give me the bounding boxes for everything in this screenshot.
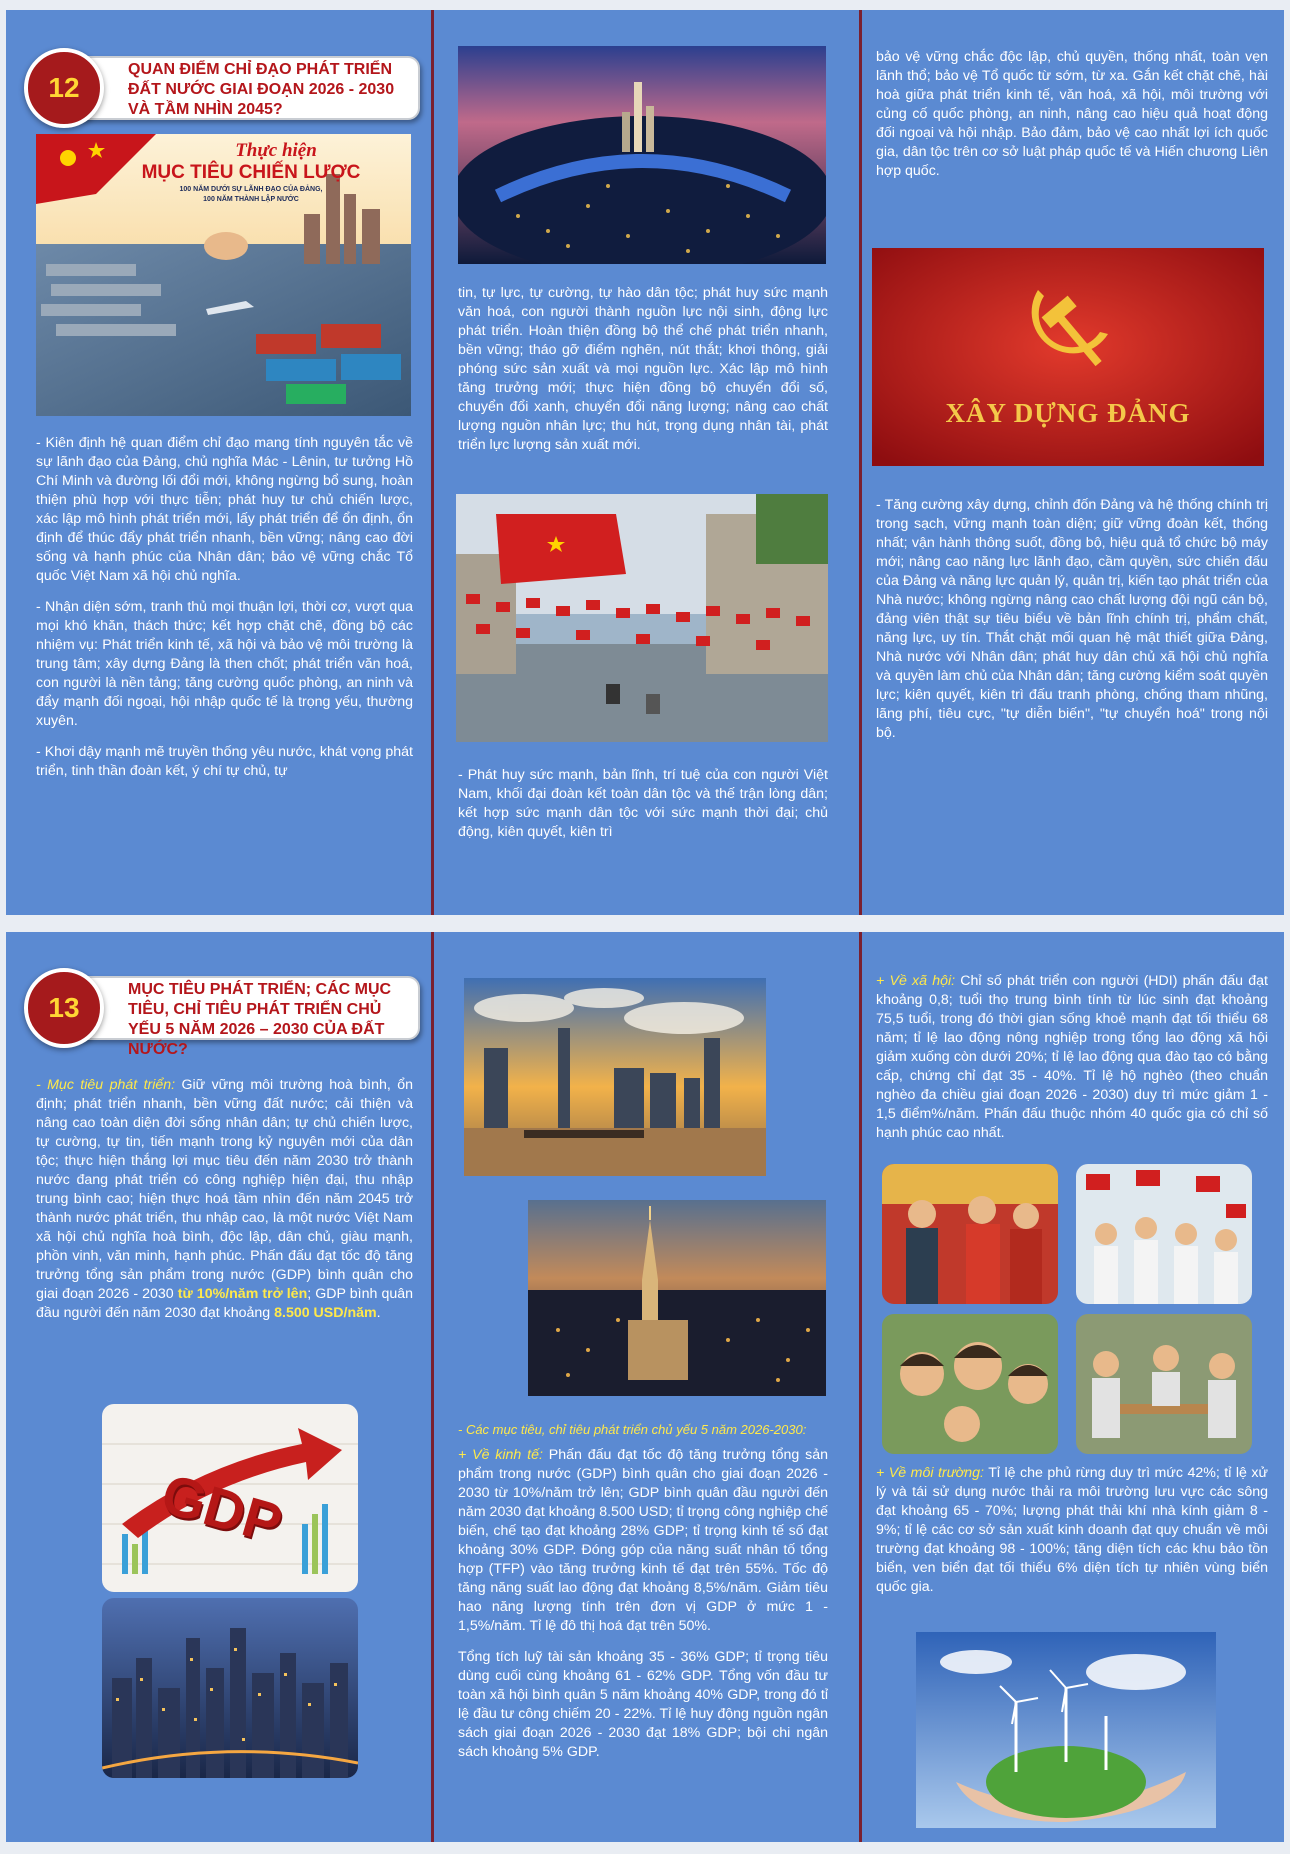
party-building-banner-image bbox=[872, 248, 1264, 466]
banner-line-4: 100 NĂM THÀNH LẬP NƯỚC bbox=[203, 196, 299, 203]
page12-col2-text-1: tin, tự lực, tự cường, tự hào dân tộc; phát huy sức mạnh văn hoá, con người thành nguồn lực nội sinh, động lực phát triển. Hoàn thiện đồng bộ thể chế phát triển nhanh, bền vững; tháo gỡ điểm nghẽn, nút thắt; khơi thông, giải phóng sức sản xuất và mọi nguồn lực. Xác lập mô hình tăng trưởng mới; thực hiện đồng bộ chuyển đổi số, chuyển đổi xanh, chuyển đổi năng lượng; nâng cao chất lượng nguồn nhân lực; thu hút, trọng dụng nhân tài, phát triển lực lượng sản xuất mới. bbox=[458, 285, 828, 453]
environment-text: Tỉ lệ che phủ rừng duy trì mức 42%; tỉ lệ xử lý và tái sử dụng nước thải ra môi trường lưu vực các sông đạt khoảng 65 - 70%; lượng phát thải khí nhà kính giảm 8 - 9%; tỉ lệ các cơ sở sản xuất kinh doanh đạt quy chuẩn về môi trường đạt khoảng 98 - 100%; tăng diện tích các khu bảo tồn biển, ven biển đạt tối thiểu 6% diện tích tự nhiên vùng biển quốc gia. bbox=[876, 1465, 1268, 1595]
green-earth-wind-turbine-image bbox=[916, 1632, 1216, 1828]
goal-highlight-growth: từ 10%/năm trở lên bbox=[177, 1286, 308, 1302]
page12-col3-text-2: - Tăng cường xây dựng, chỉnh đốn Đảng và hệ thống chính trị trong sạch, vững mạnh toàn diện; giữ vững đoàn kết, thống nhất; vận hành thông suốt, đồng bộ, hiệu quả tổ chức bộ máy mới; nâng cao năng lực lãnh đạo, cầm quyền, sức chiến đấu của Đảng và năng lực quản lý, quản trị, kiến tạo phát triển của Nhà nước; không ngừng nâng cao chất lượng đội ngũ cán bộ, đảng viên thật sự tiêu biểu về bản lĩnh chính trị, phẩm chất, năng lực, uy tín. Thắt chặt mối quan hệ mật thiết giữa Đảng, Nhà nước với Nhân dân; phát huy dân chủ xã hội chủ nghĩa và quyền làm chủ của Nhân dân; tăng cường kiểm soát quyền lực; kiên quyết, kiên trì đấu tranh phòng, chống tham nhũng, lãng phí, tiêu cực, "tự diễn biến", "tự chuyển hoá" trong nội bộ. bbox=[876, 497, 1268, 741]
question-12-number-badge: 12 bbox=[24, 48, 104, 128]
city-lights-skyline-image bbox=[102, 1598, 358, 1778]
goal-text: Giữ vững môi trường hoà bình, ổn định; phát triển nhanh, bền vững đất nước; cải thiện và nâng cao toàn diện đời sống nhân dân; tự chủ chiến lược, tự cường, tự tin, tiến mạnh trong kỷ nguyên mới của dân tộc; thực hiện thắng lợi mục tiêu đến năm 2030 trở thành nước đang phát triển có công nghiệp hiện đại, thu nhập trung bình cao; hiện thực hoá tầm nhìn đến năm 2045 trở thành nước phát triển, thu nhập cao, là một nước Việt Nam xã hội chủ nghĩa hoà bình, độc lập, dân chủ, giàu mạnh, phồn vinh, văn minh, hạnh phúc. Phấn đấu đạt tốc độ tăng trưởng tổng sản phẩm trong nước (GDP) bình quân cho giai đoạn 2026 - 2030 bbox=[36, 1077, 413, 1302]
city-night-aerial-photo bbox=[458, 46, 826, 264]
banner-line-2: MỤC TIÊU CHIẾN LƯỢC bbox=[141, 162, 361, 183]
gdp-growth-arrow-image bbox=[102, 1404, 358, 1592]
page13-column-2 bbox=[431, 932, 859, 1842]
goal-label: - Mục tiêu phát triển: bbox=[36, 1077, 176, 1093]
party-banner-text: XÂY DỰNG ĐẢNG bbox=[945, 398, 1191, 428]
paragraph: - Khơi dậy mạnh mẽ truyền thống yêu nước, khát vọng phát triển, tinh thần đoàn kết, ý chí tự chủ, tự bbox=[36, 744, 413, 779]
question-13-number-badge: 13 bbox=[24, 968, 104, 1048]
hanoi-street-flags-photo bbox=[456, 494, 828, 742]
strategic-goal-banner-image bbox=[36, 134, 411, 416]
leaflet-page-12 bbox=[6, 10, 1284, 915]
environment-target-text bbox=[876, 1464, 1268, 1597]
elderly-leisure-photo bbox=[1076, 1314, 1252, 1454]
elderly-celebration-photo bbox=[882, 1164, 1058, 1304]
economy-label: + Về kinh tế: bbox=[458, 1447, 543, 1463]
children-waving-flags-photo bbox=[1076, 1164, 1252, 1304]
goal-text-2: ; GDP bình quân đầu người đến năm 2030 đạt khoảng bbox=[36, 1286, 414, 1321]
banner-line-3: 100 NĂM DƯỚI SỰ LÃNH ĐẠO CỦA ĐẢNG, bbox=[179, 186, 323, 193]
happy-children-photo bbox=[882, 1314, 1058, 1454]
question-12-title: QUAN ĐIỂM CHỈ ĐẠO PHÁT TRIỂN ĐẤT NƯỚC GIAI ĐOẠN 2026 - 2030 VÀ TẦM NHÌN 2045? bbox=[64, 56, 420, 120]
goal-end: . bbox=[376, 1305, 381, 1321]
economy-text-2: Tổng tích luỹ tài sản khoảng 35 - 36% GDP; tỉ trọng tiêu dùng cuối cùng khoảng 61 - 62% GDP. Tổng vốn đầu tư toàn xã hội bình quân 5 năm khoảng 40% GDP, trong đó tỉ lệ đầu tư công chiếm 20 - 22%. Tỉ lệ huy động nguồn ngân sách giai đoạn 2026 - 2030 đạt 18% GDP; bội chi ngân sách khoảng 5% GDP. bbox=[458, 1649, 828, 1760]
river-city-sunset-photo bbox=[464, 978, 766, 1176]
page12-col1-text bbox=[36, 434, 413, 793]
social-text: Chỉ số phát triển con người (HDI) phấn đấu đạt khoảng 0,8; tuổi thọ trung bình tính từ lúc sinh đạt khoảng 75,5 tuổi, trong đó thời gian sống khoẻ mạnh đạt tối thiểu 68 năm; tỉ lệ lao động nông nghiệp trong tổng lao động xã hội giảm xuống còn dưới 20%; tỉ lệ lao động qua đào tạo có bằng cấp, chứng chỉ đạt 35 - 40%. Tỉ lệ hộ nghèo (theo chuẩn nghèo đa chiều giai đoạn 2026 - 2030) duy trì mức giảm 1 - 1,5 điểm%/năm. Phấn đấu thuộc nhóm 40 quốc gia có chỉ số hạnh phúc cao nhất. bbox=[876, 973, 1268, 1141]
targets-heading: - Các mục tiêu, chỉ tiêu phát triển chủ yếu 5 năm 2026-2030: bbox=[458, 1422, 807, 1437]
page12-column-2 bbox=[431, 10, 859, 915]
page12-col3-text-1: bảo vệ vững chắc độc lập, chủ quyền, thống nhất, toàn vẹn lãnh thổ; bảo vệ Tổ quốc từ sớm, từ xa. Gắn kết chặt chẽ, hài hoà giữa phát triển kinh tế, văn hoá, xã hội, môi trường với củng cố quốc phòng, an ninh, nâng cao hiệu quả hoạt động đối ngoại và hội nhập. Bảo đảm, bảo vệ cao nhất lợi ích quốc gia, dân tộc trên cơ sở luật pháp quốc tế và Hiến chương Liên hợp quốc. bbox=[876, 49, 1268, 179]
paragraph: - Kiên định hệ quan điểm chỉ đạo mang tính nguyên tắc về sự lãnh đạo của Đảng, chủ nghĩa Mác - Lênin, tư tưởng Hồ Chí Minh và đường lối đổi mới, không ngừng bổ sung, hoàn thiện phù hợp với thực tiễn; phát huy tư chủ chiến lược, xác lập mô hình phát triển mới, lấy phát triển để ổn định, ổn định để thúc đẩy phát triển nhanh, bền vững; nâng cao đời sống và hạnh phúc của Nhân dân; bảo vệ vững chắc Tổ quốc Việt Nam xã hội chủ nghĩa. bbox=[36, 435, 413, 584]
paragraph: - Nhận diện sớm, tranh thủ mọi thuận lợi, thời cơ, vượt qua mọi khó khăn, thách thức; kết hợp chặt chẽ, đồng bộ các nhiệm vụ: Phát triển kinh tế, xã hội và bảo vệ môi trường là trung tâm; xây dựng Đảng là then chốt; phát triển văn hoá, con người là nền tảng; tăng cường quốc phòng, an ninh và đẩy mạnh đối ngoại, hội nhập quốc tế là trọng yếu, thường xuyên. bbox=[36, 599, 413, 729]
question-12-header bbox=[24, 48, 420, 128]
page12-col2-text-2: - Phát huy sức mạnh, bản lĩnh, trí tuệ của con người Việt Nam, khối đại đoàn kết toàn dân tộc và thế trận lòng dân; kết hợp sức mạnh dân tộc với sức mạnh thời đại; chủ động, kiên quyết, kiên trì bbox=[458, 767, 828, 840]
page13-column-1 bbox=[6, 932, 431, 1842]
landmark-tower-night-photo bbox=[528, 1200, 826, 1396]
economy-text: Phấn đấu đạt tốc độ tăng trưởng tổng sản phẩm trong nước (GDP) bình quân cho giai đoạn 2026 - 2030 từ 10%/năm trở lên; GDP bình quân đầu người đến năm 2030 đạt khoảng 8.500 USD; tỉ trọng công nghiệp chế biến, chế tạo đạt khoảng 28% GDP; tỉ trọng kinh tế số đạt khoảng 30% GDP. Đóng góp của năng suất nhân tố tổng hợp (TFP) vào tăng trưởng kinh tế đạt trên 55%. Tốc độ tăng năng suất lao động đạt khoảng 8,5%/năm. Giảm tiêu hao năng lượng tính trên đơn vị GDP ở mức 1 - 1,5%/năm. Tỉ lệ đô thị hoá đạt trên 50%. bbox=[458, 1447, 829, 1634]
leaflet-page-13 bbox=[6, 932, 1284, 1842]
environment-label: + Về môi trường: bbox=[876, 1465, 984, 1481]
development-goal-text bbox=[36, 1076, 413, 1323]
gdp-3d-label: GDP bbox=[154, 1461, 290, 1556]
social-label: + Về xã hội: bbox=[876, 973, 956, 989]
page12-column-1 bbox=[6, 10, 431, 915]
social-target-text bbox=[876, 972, 1268, 1143]
page13-col2-text bbox=[458, 1420, 828, 1774]
goal-highlight-gdp-per-capita: 8.500 USD/năm bbox=[274, 1305, 377, 1321]
question-13-title: MỤC TIÊU PHÁT TRIỂN; CÁC MỤC TIÊU, CHỈ TIÊU PHÁT TRIỂN CHỦ YẾU 5 NĂM 2026 – 2030 CỦA ĐẤT NƯỚC? bbox=[64, 976, 420, 1040]
banner-line-1: Thực hiện bbox=[235, 140, 317, 161]
page13-column-3 bbox=[859, 932, 1284, 1842]
page12-column-3 bbox=[859, 10, 1284, 915]
question-13-header bbox=[24, 968, 420, 1058]
